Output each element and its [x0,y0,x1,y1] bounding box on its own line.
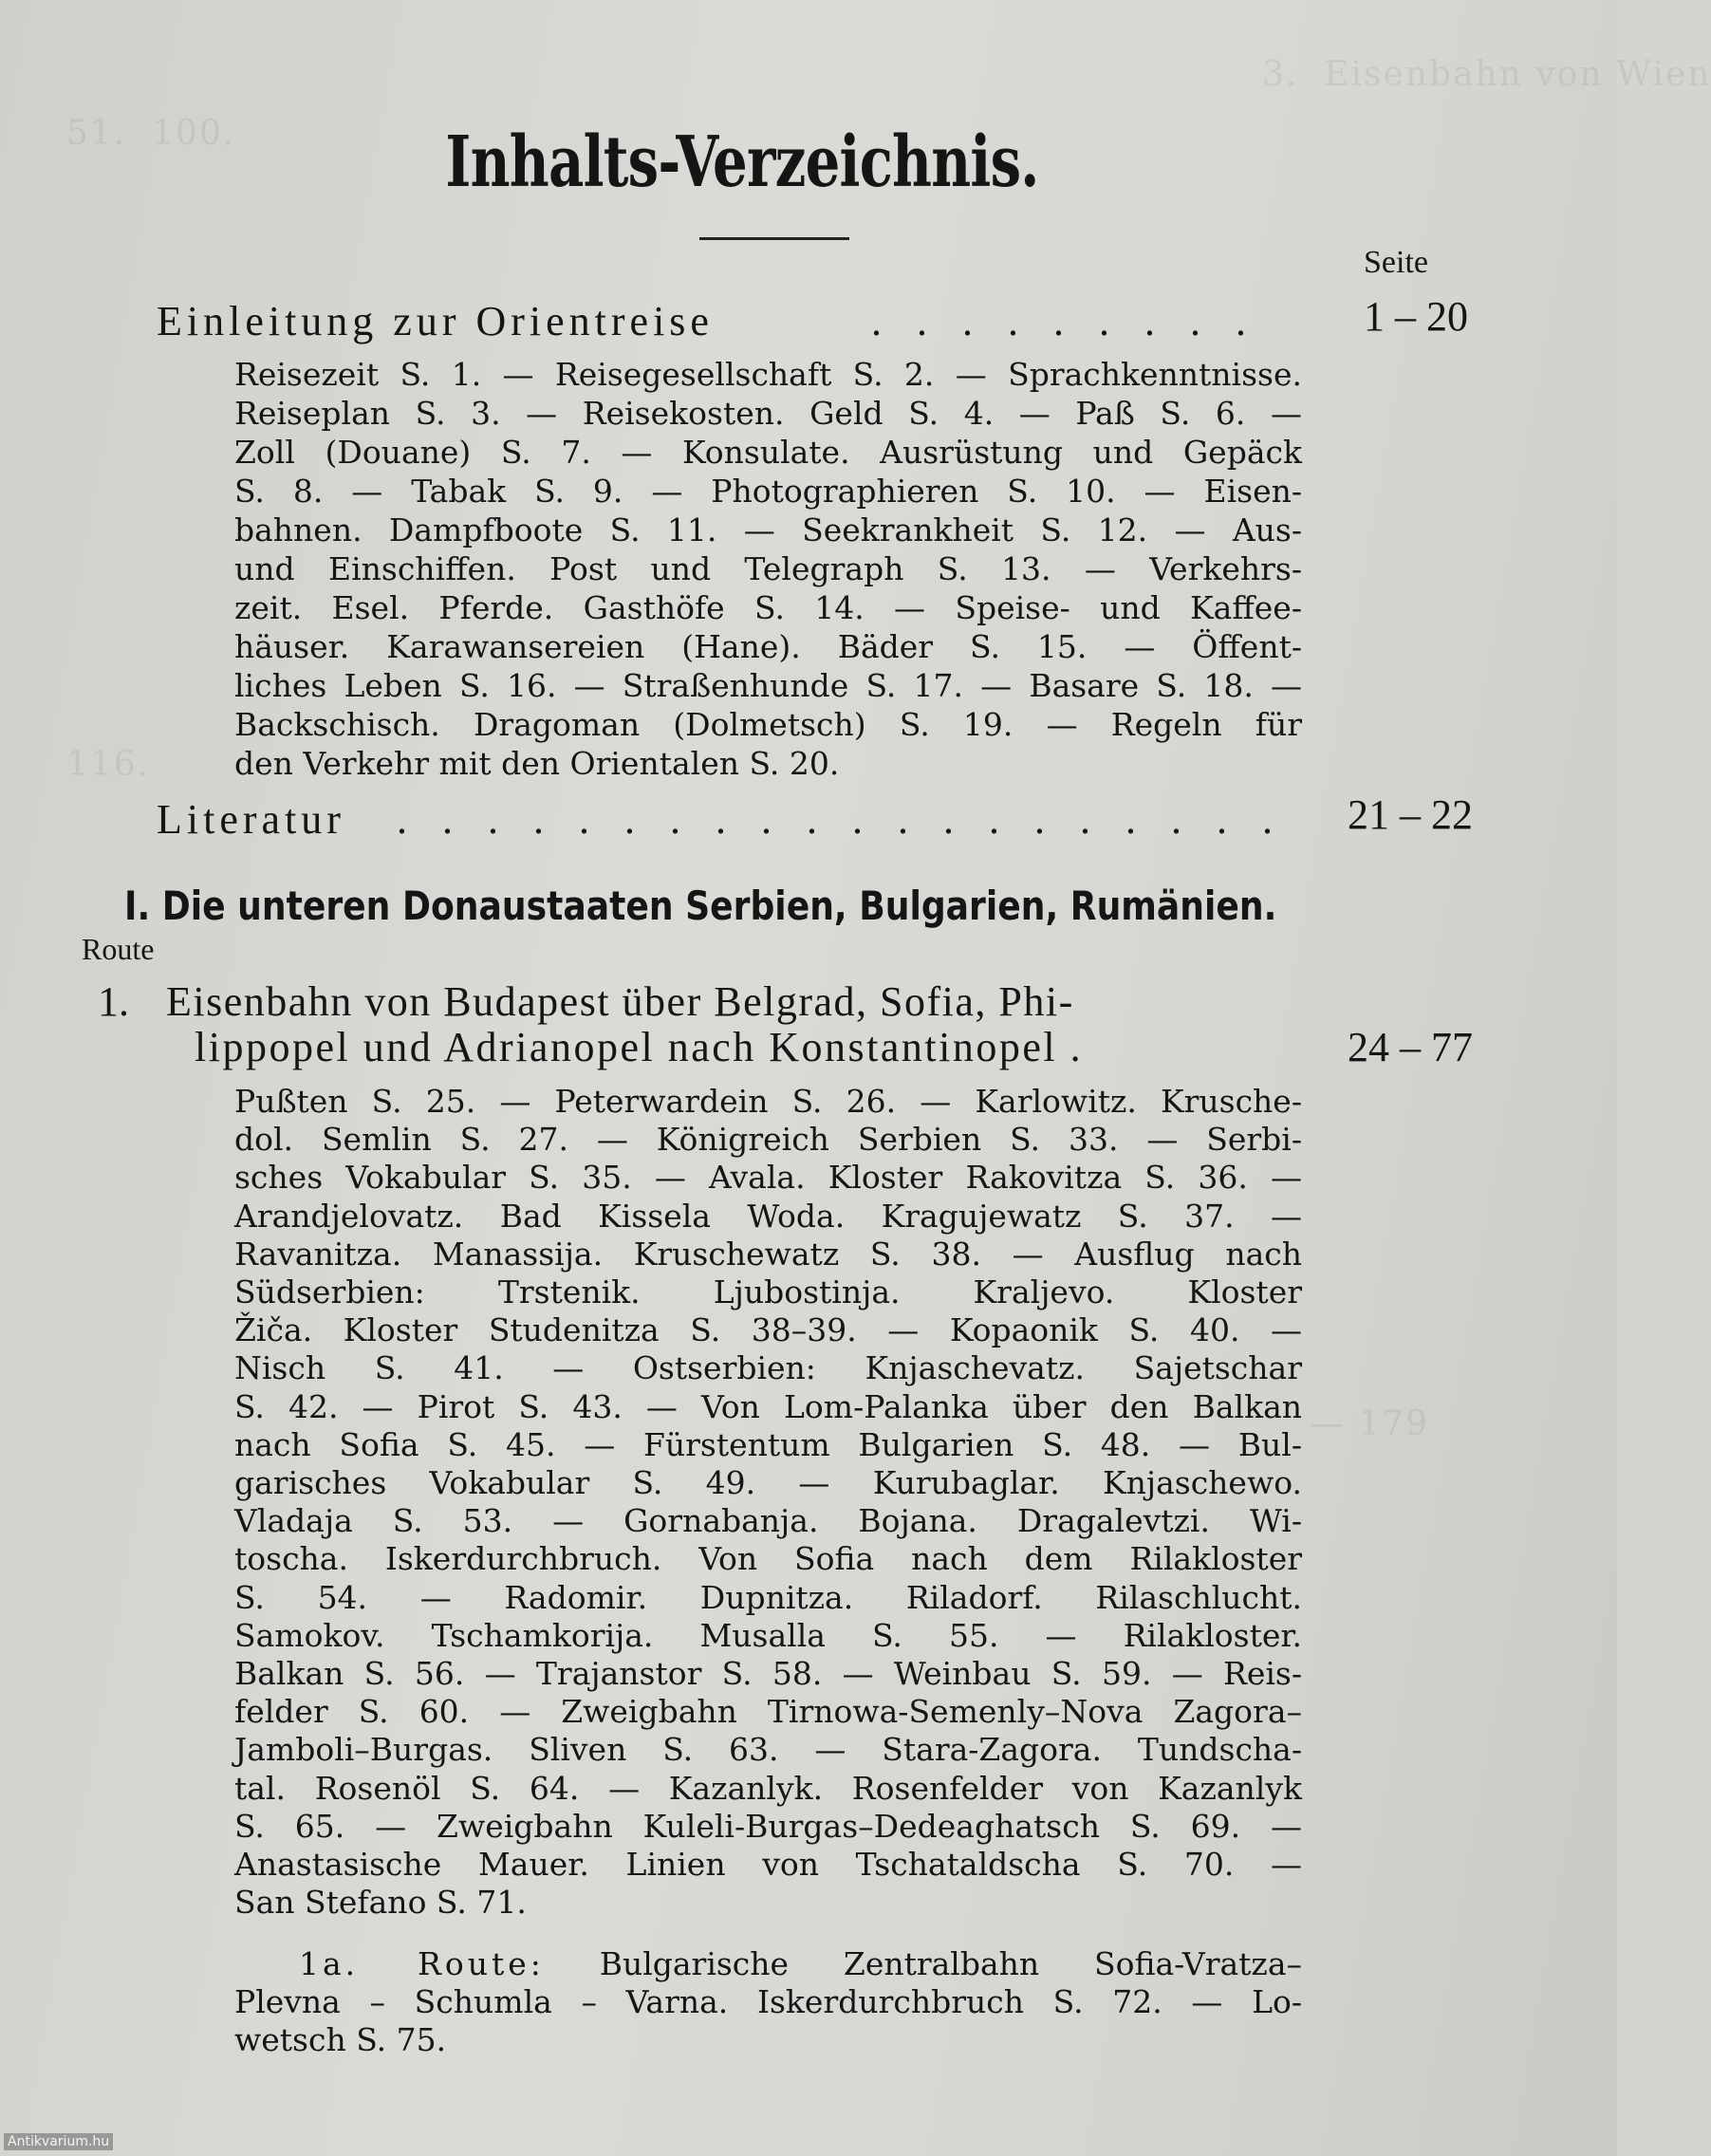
route1-contents [234,1083,1302,1922]
route-title-line: lippopel und Adrianopel nach Konstantinopel . [195,1024,1084,1070]
contents-line: Ravanitza. Manassija. Kruschewatz S. 38. — Ausflug nach [234,1235,1302,1273]
contents-line: Samokov. Tschamkorija. Musalla S. 55. — Rilakloster. [234,1616,1302,1654]
contents-line: Balkan S. 56. — Trajanstor S. 58. — Weinbau S. 59. — Reis- [234,1655,1302,1693]
seite-label: Seite [1364,245,1428,280]
route-number: 1. [98,978,129,1025]
route-title-line: Eisenbahn von Budapest über Belgrad, Sofia, Phi- [166,978,1074,1025]
contents-line: häuser. Karawansereien (Hane). Bäder S. 15. — Öffent- [234,628,1302,665]
contents-line: liches Leben S. 16. — Straßenhunde S. 17. — Basare S. 18. — [234,667,1302,704]
contents-line: Žiča. Kloster Studenitza S. 38–39. — Kopaonik S. 40. — [234,1311,1302,1349]
contents-line: Arandjelovatz. Bad Kissela Woda. Kragujewatz S. 37. — [234,1197,1302,1235]
contents-line: S. 8. — Tabak S. 9. — Photographieren S. 10. — Eisen- [234,473,1302,510]
contents-line: S. 42. — Pirot S. 43. — Von Lom-Palanka über den Balkan [234,1387,1302,1425]
entry-literatur-pages: 21 – 22 [1348,791,1473,838]
contents-line: Anastasische Mauer. Linien von Tschataldscha S. 70. — [234,1846,1302,1884]
entry-einleitung-pages: 1 – 20 [1364,293,1468,340]
contents-line: garisches Vokabular S. 49. — Kurubaglar. Knjaschewo. [234,1464,1302,1502]
contents-line: Nisch S. 41. — Ostserbien: Knjaschevatz. Sajetschar [234,1349,1302,1387]
page-title: Inhalts-Verzeichnis. [445,121,1039,203]
route-pages: 24 – 77 [1348,1024,1473,1070]
entry-literatur-title: Literatur [157,796,345,843]
show-through-text: — 179 [1310,1404,1430,1443]
contents-line: dol. Semlin S. 27. — Königreich Serbien S. 33. — Serbi- [234,1121,1302,1159]
contents-line: S. 65. — Zweigbahn Kuleli-Burgas–Dedeaghatsch S. 69. — [234,1807,1302,1845]
section-heading: I. Die unteren Donaustaaten Serbien, Bulgarien, Rumänien. [124,883,1277,929]
show-through-text: 51. 100. [66,114,236,153]
contents-line: tal. Rosenöl S. 64. — Kazanlyk. Rosenfelder von Kazanlyk [234,1769,1302,1807]
entry-einleitung-title: Einleitung zur Orientreise [157,298,714,344]
contents-line: wetsch S. 75. [234,2021,447,2058]
title-rule [699,237,849,240]
contents-line: Jamboli–Burgas. Sliven S. 63. — Stara-Zagora. Tundscha- [234,1731,1302,1769]
contents-line: Pußten S. 25. — Peterwardein S. 26. — Karlowitz. Krusche- [234,1083,1302,1120]
contents-line: San Stefano S. 71. [234,1884,527,1922]
show-through-text: 3. Eisenbahn von Wien [1262,55,1711,94]
contents-line: Vladaja S. 53. — Gornabanja. Bojana. Dragalevtzi. Wi- [234,1502,1302,1540]
route1a-first-line [234,1945,1302,1983]
route1a-line-rest: Bulgarische Zentralbahn Sofia-Vratza– [599,1945,1302,1982]
entry-einleitung-dots: . . . . . . . . . [871,298,1258,344]
einleitung-contents [234,355,1302,783]
contents-line: Südserbien: Trstenik. Ljubostinja. Kraljevo. Kloster [234,1273,1302,1311]
route1a-lead: 1a. Route: [299,1945,545,1982]
contents-line: Reiseplan S. 3. — Reisekosten. Geld S. 4. — Paß S. 6. — [234,395,1302,432]
watermark: Antikvarium.hu [4,2133,113,2150]
contents-line: zeit. Esel. Pferde. Gasthöfe S. 14. — Speise- und Kaffee- [234,589,1302,626]
contents-line: sches Vokabular S. 35. — Avala. Kloster Rakovitza S. 36. — [234,1159,1302,1197]
contents-line: S. 54. — Radomir. Dupnitza. Riladorf. Rilaschlucht. [234,1578,1302,1616]
entry-literatur-dots: . . . . . . . . . . . . . . . . . . . . [397,796,1285,843]
contents-line: den Verkehr mit den Orientalen S. 20. [234,745,840,782]
contents-line: bahnen. Dampfboote S. 11. — Seekrankheit S. 12. — Aus- [234,511,1302,548]
route1a-contents [234,1945,1302,2059]
contents-line: felder S. 60. — Zweigbahn Tirnowa-Semenly–Nova Zagora– [234,1693,1302,1731]
contents-line: nach Sofia S. 45. — Fürstentum Bulgarien S. 48. — Bul- [234,1425,1302,1463]
contents-line: und Einschiffen. Post und Telegraph S. 13. — Verkehrs- [234,550,1302,587]
contents-line: Plevna – Schumla – Varna. Iskerdurchbruch S. 72. — Lo- [234,1983,1302,2020]
contents-line: Reisezeit S. 1. — Reisegesellschaft S. 2. — Sprachkenntnisse. [234,356,1302,393]
contents-line: Backschisch. Dragoman (Dolmetsch) S. 19. — Regeln für [234,706,1302,743]
contents-line: Zoll (Douane) S. 7. — Konsulate. Ausrüstung und Gepäck [234,434,1302,471]
contents-line: toscha. Iskerdurchbruch. Von Sofia nach dem Rilakloster [234,1540,1302,1578]
show-through-text: 116. [66,745,151,784]
route-column-label: Route [82,932,155,966]
